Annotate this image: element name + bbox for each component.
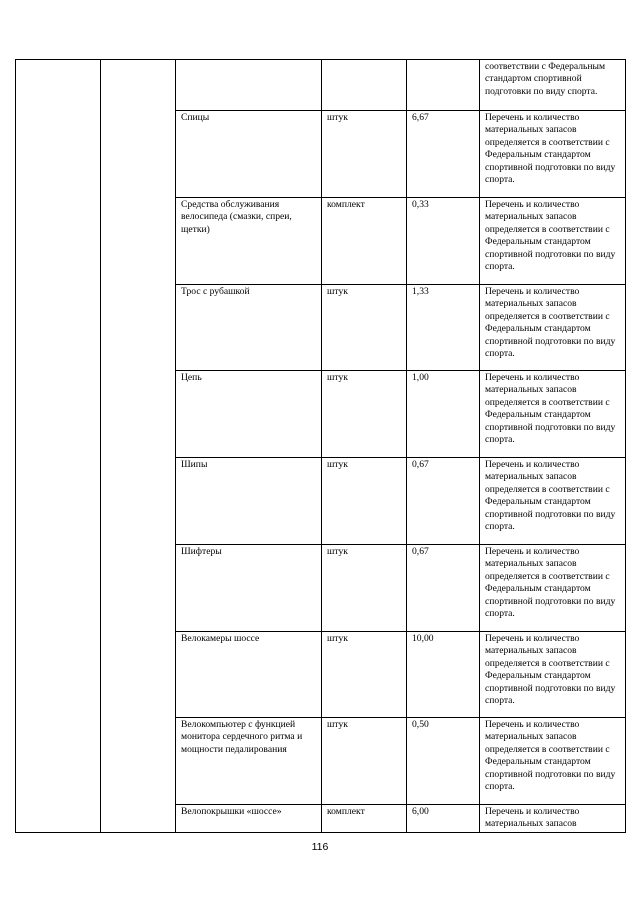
unit-cell: штук [322, 458, 407, 545]
note-cell: Перечень и количество материальных запасов определяется в соответствии с Федеральным стандартом спортивной подготовки по виду спорта. [480, 371, 626, 458]
quantity-cell: 6,00 [407, 805, 480, 833]
quantity-cell: 0,50 [407, 718, 480, 805]
quantity-cell: 10,00 [407, 632, 480, 718]
unit-cell: штук [322, 111, 407, 198]
note-cell: Перечень и количество материальных запасов определяется в соответствии с Федеральным стандартом спортивной подготовки по виду спорта. [480, 545, 626, 632]
quantity-cell: 1,00 [407, 371, 480, 458]
unit-cell: комплект [322, 805, 407, 833]
quantity-cell: 6,67 [407, 111, 480, 198]
item-name-cell: Велокомпьютер с функцией монитора сердечного ритма и мощности педалирования [176, 718, 322, 805]
unit-cell: комплект [322, 198, 407, 285]
item-name-cell: Велокамеры шоссе [176, 632, 322, 718]
unit-cell: штук [322, 545, 407, 632]
item-name-cell: Трос с рубашкой [176, 285, 322, 371]
unit-cell: штук [322, 718, 407, 805]
note-cell: Перечень и количество материальных запасов определяется в соответствии с Федеральным стандартом спортивной подготовки по виду спорта. [480, 285, 626, 371]
merged-cell-1 [16, 60, 101, 833]
merged-cell-2 [101, 60, 176, 833]
item-name-cell: Шипы [176, 458, 322, 545]
item-name-cell [176, 60, 322, 111]
unit-cell [322, 60, 407, 111]
unit-cell: штук [322, 632, 407, 718]
note-cell: Перечень и количество материальных запасов определяется в соответствии с Федеральным стандартом спортивной подготовки по виду спорта. [480, 198, 626, 285]
unit-cell: штук [322, 371, 407, 458]
equipment-table [15, 59, 626, 833]
quantity-cell: 0,67 [407, 545, 480, 632]
note-cell: Перечень и количество материальных запасов [480, 805, 626, 833]
item-name-cell: Велопокрышки «шоссе» [176, 805, 322, 833]
note-cell: Перечень и количество материальных запасов определяется в соответствии с Федеральным стандартом спортивной подготовки по виду спорта. [480, 632, 626, 718]
table-row [16, 60, 626, 111]
item-name-cell: Цепь [176, 371, 322, 458]
note-cell: соответствии с Федеральным стандартом спортивной подготовки по виду спорта. [480, 60, 626, 111]
item-name-cell: Спицы [176, 111, 322, 198]
quantity-cell: 0,33 [407, 198, 480, 285]
quantity-cell: 0,67 [407, 458, 480, 545]
note-cell: Перечень и количество материальных запасов определяется в соответствии с Федеральным стандартом спортивной подготовки по виду спорта. [480, 718, 626, 805]
quantity-cell: 1,33 [407, 285, 480, 371]
page-number: 116 [311, 841, 329, 853]
note-cell: Перечень и количество материальных запасов определяется в соответствии с Федеральным стандартом спортивной подготовки по виду спорта. [480, 111, 626, 198]
item-name-cell: Средства обслуживания велосипеда (смазки, спреи, щетки) [176, 198, 322, 285]
note-cell: Перечень и количество материальных запасов определяется в соответствии с Федеральным стандартом спортивной подготовки по виду спорта. [480, 458, 626, 545]
quantity-cell [407, 60, 480, 111]
unit-cell: штук [322, 285, 407, 371]
item-name-cell: Шифтеры [176, 545, 322, 632]
